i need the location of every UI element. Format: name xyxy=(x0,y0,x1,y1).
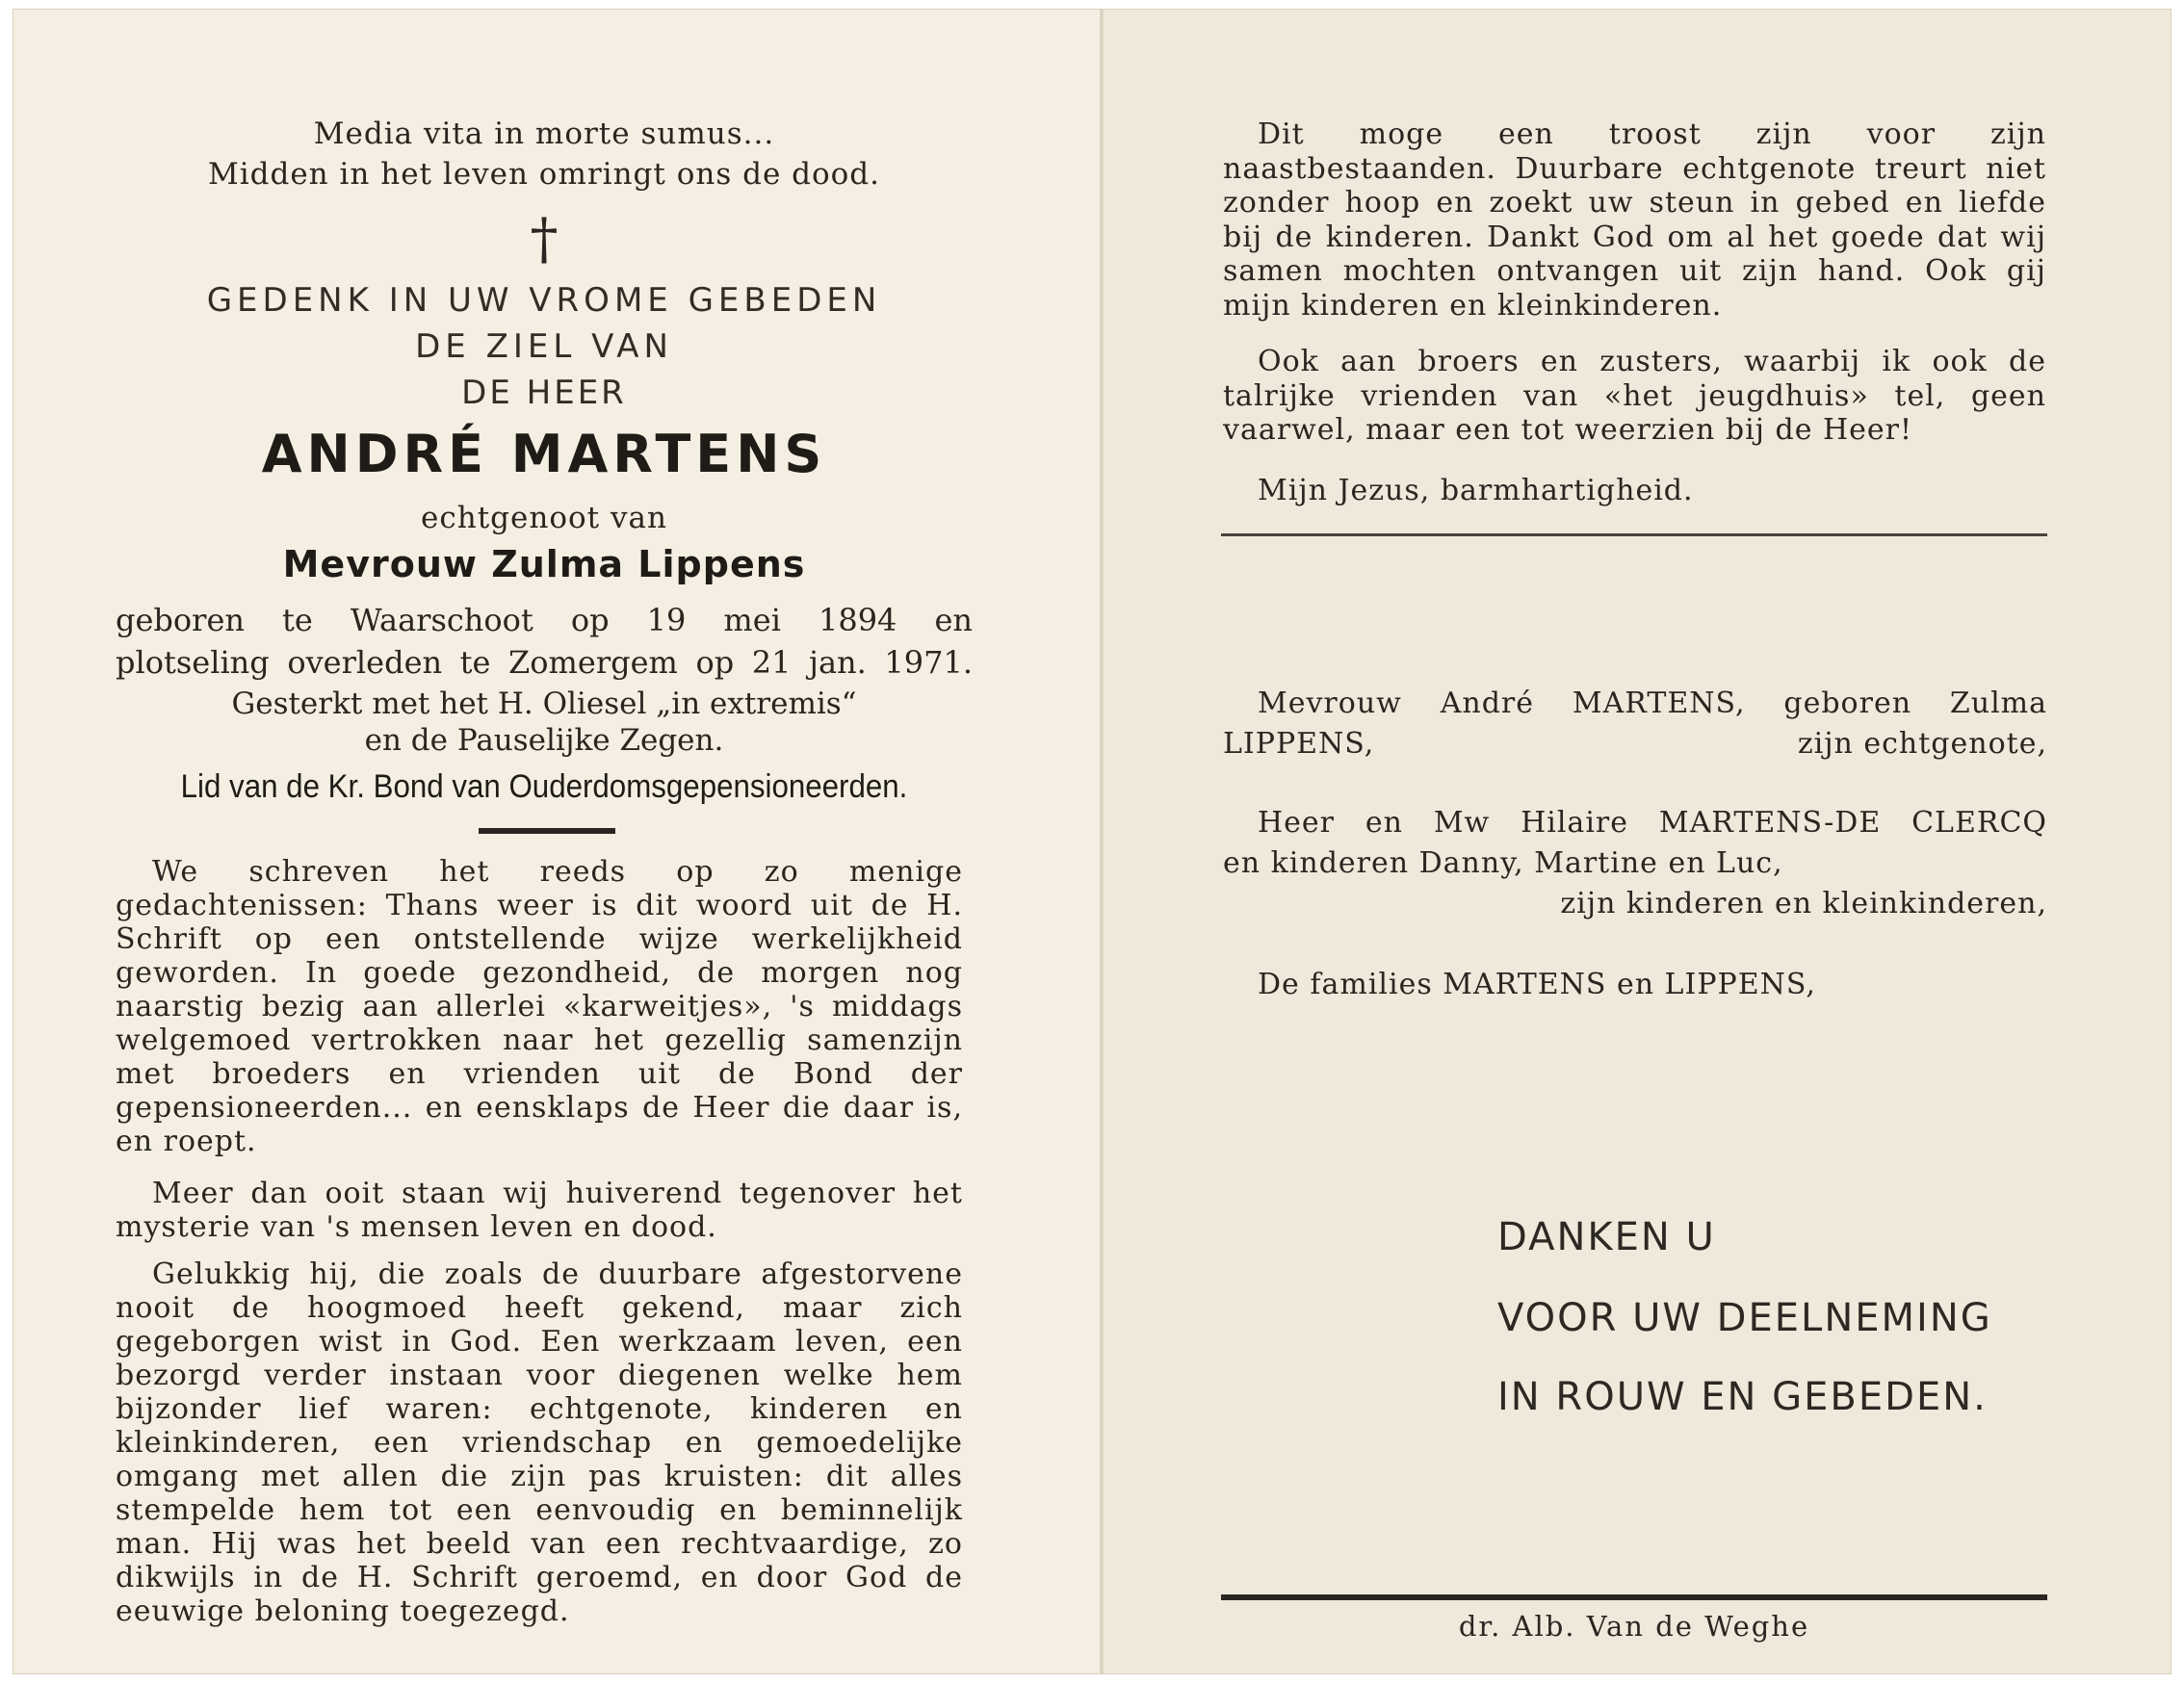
sacraments-line-2: en de Pauselijke Zegen. xyxy=(364,723,724,758)
birth-death-dates xyxy=(116,599,973,684)
thanks-line-2: VOOR UW DEELNEMING xyxy=(1497,1296,1992,1340)
death-line: plotseling overleden te Zomergem op 21 jan. 1971. xyxy=(116,644,973,681)
thanks-line-1: DANKEN U xyxy=(1497,1215,1716,1259)
membership: Lid van de Kr. Bond van Ouderdomsgepensioneerden. xyxy=(180,768,908,805)
heading-line-1: GEDENK IN UW VROME GEBEDEN xyxy=(206,281,882,320)
motto xyxy=(116,114,973,194)
spouse-label: echtgenoot van xyxy=(421,501,667,535)
family-1-relation: zijn echtgenote, xyxy=(1797,727,2047,761)
prayer: Mijn Jezus, barmhartigheid. xyxy=(1258,474,1694,507)
divider-long xyxy=(1221,533,2047,536)
family-1-line-2 xyxy=(1223,724,2047,764)
body-paragraph-2: Meer dan ooit staan wij huiverend tegenover het mysterie van 's mensen leven en dood. xyxy=(116,1177,963,1244)
right-paragraph-2: Ook aan broers en zusters, waarbij ik ook de talrijke vrienden van «het jeugdhuis» tel, geen vaarwel, maar een tot weerzien bij de Heer! xyxy=(1223,345,2046,447)
body-paragraph-1: We schreven het reeds op zo menige gedachtenissen: Thans weer is dit woord uit de H. Schrift op een ontstellende wijze werkelijkheid geworden. In goede gezondheid, de morgen nog naarstig bezig aan allerlei «karweitjes», 's middags welgemoed vertrokken naar het gezellig samenzijn met broeders en vrienden uit de Bond der gepensioneerden... en eensklaps de Heer die daar is, en roept. xyxy=(116,855,963,1158)
heading-line-3: DE HEER xyxy=(461,374,627,412)
motto-dutch: Midden in het leven omringt ons de dood. xyxy=(207,157,881,192)
cross-icon: † xyxy=(530,206,559,272)
right-paragraph-1: Dit moge een troost zijn voor zijn naastbestaanden. Duurbare echtgenote treurt niet zonder hoop en zoekt uw steun in gebed en liefde bij de kinderen. Dankt God om al het goede dat wij samen mochten ontvangen uit zijn hand. Ook gij mijn kinderen en kleinkinderen. xyxy=(1223,117,2046,323)
sacraments xyxy=(116,686,973,759)
family-1-line-1: Mevrouw André MARTENS, geboren Zulma xyxy=(1258,687,2047,720)
family-2-line-1: Heer en Mw Hilaire MARTENS-DE CLERCQ xyxy=(1258,806,2047,840)
printer-credit: dr. Alb. Van de Weghe xyxy=(1458,1610,1810,1643)
card-fold xyxy=(1100,10,1104,1673)
thanks-line-3: IN ROUW EN GEBEDEN. xyxy=(1497,1375,1988,1419)
spouse-name: Mevrouw Zulma Lippens xyxy=(282,543,806,585)
birth-line: geboren te Waarschoot op 19 mei 1894 en xyxy=(116,602,973,638)
body-paragraph-3: Gelukkig hij, die zoals de duurbare afgestorvene nooit de hoogmoed heeft gekend, maar zich gegeborgen wist in God. Een werkzaam leven, een bezorgd verder instaan voor diegenen welke hem bijzonder lief waren: echtgenote, kinderen en kleinkinderen, een vriendschap en gemoedelijke omgang met allen die zijn pas kruisten: dit alles stempelde hem tot een eenvoudig en beminnelijk man. Hij was het beeld van een rechtvaardige, zo dikwijls in de H. Schrift geroemd, en door God de eeuwige beloning toegezegd. xyxy=(116,1257,963,1628)
divider-bottom xyxy=(1221,1594,2047,1600)
deceased-name: ANDRÉ MARTENS xyxy=(261,424,827,484)
divider xyxy=(479,828,615,834)
motto-latin: Media vita in morte sumus... xyxy=(313,117,775,151)
family-3: De families MARTENS en LIPPENS, xyxy=(1258,968,1816,1001)
family-2-line-3: zijn kinderen en kleinkinderen, xyxy=(1560,887,2047,920)
sacraments-line-1: Gesterkt met het H. Oliesel „in extremis“ xyxy=(231,687,857,721)
family-1-surname: LIPPENS, xyxy=(1223,727,1375,761)
family-2-line-2: en kinderen Danny, Martine en Luc, xyxy=(1223,846,1783,880)
heading-line-2: DE ZIEL VAN xyxy=(415,327,673,366)
